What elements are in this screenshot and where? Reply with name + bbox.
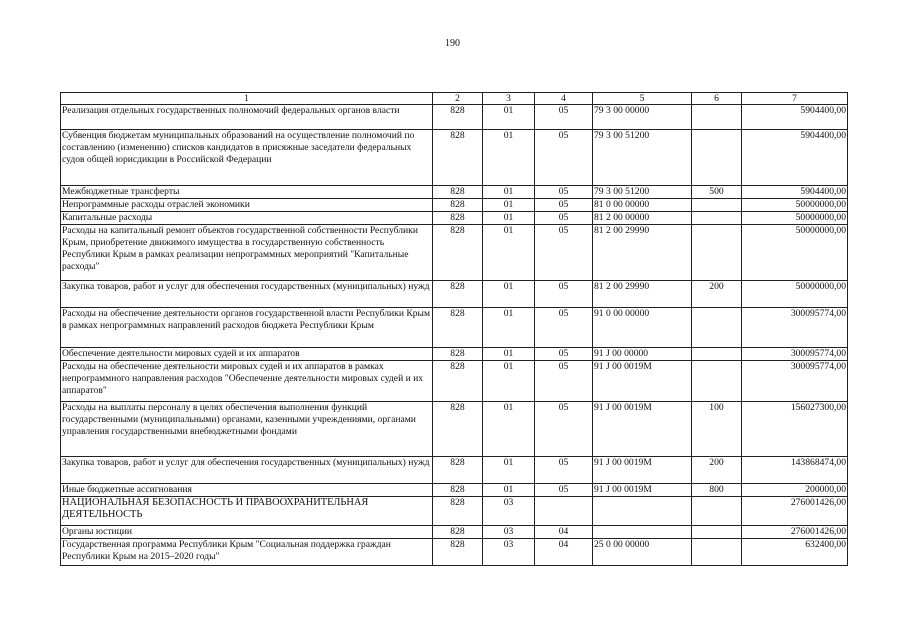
cell-subsection: 05 [535, 199, 593, 212]
table-row [61, 225, 848, 281]
cell-target-article: 91 0 00 00000 [593, 308, 692, 348]
cell-expense-type: 500 [692, 186, 742, 199]
cell-admin: 828 [433, 348, 483, 361]
row-name: Государственная программа Республики Крым "Социальная поддержка граждан Республики Крым на 2015–2020 годы" [61, 539, 433, 566]
row-name: Межбюджетные трансферты [61, 186, 433, 199]
table-row [61, 308, 848, 348]
cell-amount: 200000,00 [742, 484, 848, 497]
cell-section: 03 [483, 539, 535, 566]
cell-section: 01 [483, 225, 535, 281]
row-name: Реализация отдельных государственных полномочий федеральных органов власти [61, 105, 433, 130]
cell-target-article: 91 J 00 0019M [593, 361, 692, 402]
cell-amount: 50000000,00 [742, 225, 848, 281]
table-row [61, 497, 848, 526]
cell-admin: 828 [433, 308, 483, 348]
table-row [61, 105, 848, 130]
row-name: Обеспечение деятельности мировых судей и их аппаратов [61, 348, 433, 361]
row-name: Расходы на обеспечение деятельности органов государственной власти Республики Крым в рамках непрограммных направлений расходов бюджета Республики Крым [61, 308, 433, 348]
cell-section: 01 [483, 348, 535, 361]
cell-target-article: 91 J 00 00000 [593, 348, 692, 361]
cell-target-article: 81 0 00 00000 [593, 199, 692, 212]
table-row [61, 457, 848, 484]
cell-amount: 300095774,00 [742, 348, 848, 361]
table-row [61, 281, 848, 308]
cell-subsection: 05 [535, 361, 593, 402]
row-name: Органы юстиции [61, 526, 433, 539]
cell-expense-type: 100 [692, 402, 742, 457]
cell-subsection: 05 [535, 457, 593, 484]
cell-section: 01 [483, 199, 535, 212]
cell-admin: 828 [433, 105, 483, 130]
budget-table [60, 92, 848, 566]
cell-section: 01 [483, 130, 535, 186]
cell-admin: 828 [433, 497, 483, 526]
cell-target-article: 81 2 00 29990 [593, 225, 692, 281]
column-header: 4 [535, 93, 593, 105]
cell-subsection: 05 [535, 308, 593, 348]
cell-section: 01 [483, 457, 535, 484]
cell-amount: 143868474,00 [742, 457, 848, 484]
cell-admin: 828 [433, 457, 483, 484]
table-row [61, 212, 848, 225]
cell-section: 01 [483, 212, 535, 225]
cell-admin: 828 [433, 526, 483, 539]
column-header: 6 [692, 93, 742, 105]
cell-expense-type [692, 212, 742, 225]
cell-target-article: 25 0 00 00000 [593, 539, 692, 566]
cell-target-article: 91 J 00 0019M [593, 402, 692, 457]
cell-expense-type [692, 130, 742, 186]
cell-subsection: 05 [535, 348, 593, 361]
cell-expense-type [692, 308, 742, 348]
row-name: Расходы на обеспечение деятельности мировых судей и их аппаратов в рамках непрограммного направления расходов "Обеспечение деятельности мировых судей и их аппаратов" [61, 361, 433, 402]
cell-expense-type [692, 526, 742, 539]
row-name: НАЦИОНАЛЬНАЯ БЕЗОПАСНОСТЬ И ПРАВООХРАНИТЕЛЬНАЯ ДЕЯТЕЛЬНОСТЬ [61, 497, 433, 526]
cell-amount: 5904400,00 [742, 105, 848, 130]
cell-target-article: 79 3 00 00000 [593, 105, 692, 130]
row-name: Расходы на выплаты персоналу в целях обеспечения выполнения функций государственными (муниципальными) органами, казенными учреждениями, органами управления государственными внебюджетными фондами [61, 402, 433, 457]
cell-amount: 276001426,00 [742, 497, 848, 526]
cell-amount: 5904400,00 [742, 186, 848, 199]
cell-section: 01 [483, 361, 535, 402]
table-row [61, 539, 848, 566]
cell-amount: 50000000,00 [742, 199, 848, 212]
cell-subsection: 04 [535, 526, 593, 539]
cell-expense-type: 200 [692, 457, 742, 484]
cell-amount: 156027300,00 [742, 402, 848, 457]
cell-admin: 828 [433, 212, 483, 225]
cell-subsection: 05 [535, 186, 593, 199]
cell-admin: 828 [433, 186, 483, 199]
table-row [61, 361, 848, 402]
row-name: Расходы на капитальный ремонт объектов государственной собственности Республики Крым, приобретение движимого имущества в государственную собственность Республики Крым в рамках реализации непрограммных мероприятий "Капитальные расходы" [61, 225, 433, 281]
table-header-row [61, 93, 848, 105]
cell-section: 01 [483, 281, 535, 308]
cell-expense-type [692, 225, 742, 281]
table-row [61, 348, 848, 361]
cell-target-article: 91 J 00 0019M [593, 484, 692, 497]
row-name: Закупка товаров, работ и услуг для обеспечения государственных (муниципальных) нужд [61, 281, 433, 308]
column-header: 7 [742, 93, 848, 105]
cell-expense-type [692, 497, 742, 526]
cell-target-article: 79 3 00 51200 [593, 130, 692, 186]
row-name: Закупка товаров, работ и услуг для обеспечения государственных (муниципальных) нужд [61, 457, 433, 484]
cell-subsection: 05 [535, 105, 593, 130]
cell-target-article [593, 526, 692, 539]
cell-subsection: 05 [535, 484, 593, 497]
cell-amount: 300095774,00 [742, 361, 848, 402]
cell-section: 01 [483, 186, 535, 199]
table-row [61, 130, 848, 186]
table-row [61, 402, 848, 457]
cell-subsection: 05 [535, 225, 593, 281]
cell-section: 01 [483, 484, 535, 497]
cell-amount: 276001426,00 [742, 526, 848, 539]
column-header: 1 [61, 93, 433, 105]
cell-expense-type [692, 361, 742, 402]
cell-expense-type [692, 539, 742, 566]
cell-amount: 50000000,00 [742, 212, 848, 225]
cell-subsection: 05 [535, 130, 593, 186]
cell-subsection: 05 [535, 402, 593, 457]
cell-subsection: 04 [535, 539, 593, 566]
cell-subsection [535, 497, 593, 526]
column-header: 3 [483, 93, 535, 105]
cell-admin: 828 [433, 281, 483, 308]
cell-admin: 828 [433, 539, 483, 566]
table-row [61, 526, 848, 539]
row-name: Иные бюджетные ассигнования [61, 484, 433, 497]
cell-section: 01 [483, 105, 535, 130]
cell-subsection: 05 [535, 212, 593, 225]
cell-target-article: 91 J 00 0019M [593, 457, 692, 484]
table-row [61, 484, 848, 497]
cell-target-article: 79 3 00 51200 [593, 186, 692, 199]
row-name: Капитальные расходы [61, 212, 433, 225]
cell-admin: 828 [433, 130, 483, 186]
cell-admin: 828 [433, 402, 483, 457]
cell-target-article: 81 2 00 29990 [593, 281, 692, 308]
cell-target-article: 81 2 00 00000 [593, 212, 692, 225]
cell-admin: 828 [433, 361, 483, 402]
cell-expense-type [692, 199, 742, 212]
cell-expense-type [692, 105, 742, 130]
cell-amount: 300095774,00 [742, 308, 848, 348]
cell-expense-type: 800 [692, 484, 742, 497]
page-number: 190 [445, 38, 460, 49]
table-row [61, 199, 848, 212]
cell-amount: 5904400,00 [742, 130, 848, 186]
cell-amount: 50000000,00 [742, 281, 848, 308]
cell-target-article [593, 497, 692, 526]
row-name: Непрограммные расходы отраслей экономики [61, 199, 433, 212]
cell-expense-type [692, 348, 742, 361]
cell-section: 01 [483, 308, 535, 348]
column-header: 5 [593, 93, 692, 105]
cell-admin: 828 [433, 199, 483, 212]
cell-section: 03 [483, 497, 535, 526]
cell-admin: 828 [433, 484, 483, 497]
column-header: 2 [433, 93, 483, 105]
cell-section: 01 [483, 402, 535, 457]
row-name: Субвенция бюджетам муниципальных образований на осуществление полномочий по составлению (изменению) списков кандидатов в присяжные заседатели федеральных судов общей юрисдикции в Российской Федерации [61, 130, 433, 186]
cell-admin: 828 [433, 225, 483, 281]
cell-expense-type: 200 [692, 281, 742, 308]
table-row [61, 186, 848, 199]
cell-amount: 632400,00 [742, 539, 848, 566]
cell-subsection: 05 [535, 281, 593, 308]
cell-section: 03 [483, 526, 535, 539]
